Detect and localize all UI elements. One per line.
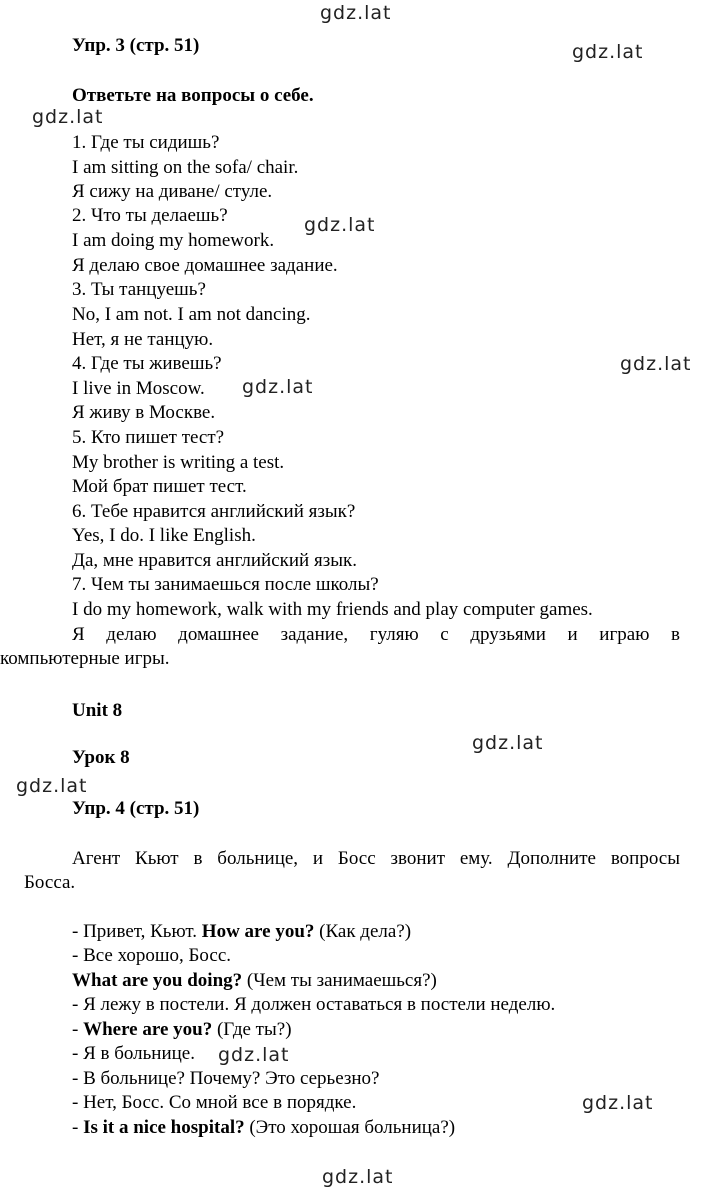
answer-7-ru-line1: Я делаю домашнее задание, гуляю с друзьями и играю в (72, 624, 680, 645)
dialogue-line-1-question: How are you? (201, 921, 315, 942)
watermark: gdz.lat (16, 775, 88, 797)
watermark: gdz.lat (320, 2, 392, 24)
watermark: gdz.lat (620, 353, 692, 375)
answer-4-en: I live in Moscow. (72, 378, 205, 399)
question-1: 1. Где ты сидишь? (72, 132, 220, 153)
dialogue-line-9 (72, 1116, 455, 1140)
answer-3-en: No, I am not. I am not dancing. (72, 304, 311, 325)
dialogue-line-1 (72, 920, 411, 944)
dialogue-line-5-pre: - (72, 1019, 84, 1040)
question-6: 6. Тебе нравится английский язык? (72, 501, 356, 522)
exercise-3-instruction: Ответьте на вопросы о себе. (72, 85, 314, 106)
dialogue-line-3-question: What are you doing? (72, 970, 243, 991)
dialogue-line-1-translation: (Как дела?) (314, 921, 412, 942)
dialogue-line-5 (72, 1018, 292, 1042)
watermark: gdz.lat (32, 106, 104, 128)
dialogue-line-4: - Я лежу в постели. Я должен оставаться в постели неделю. (72, 994, 556, 1015)
dialogue-line-2: - Все хорошо, Босс. (72, 945, 232, 966)
watermark: gdz.lat (322, 1166, 394, 1188)
dialogue-line-3 (72, 969, 437, 993)
dialogue-line-1-pre: - Привет, Кьют. (72, 921, 202, 942)
dialogue-line-5-translation: (Где ты?) (212, 1019, 292, 1040)
exercise-3-heading: Упр. 3 (стр. 51) (72, 35, 200, 56)
answer-7-en: I do my homework, walk with my friends and play computer games. (72, 599, 593, 620)
question-4: 4. Где ты живешь? (72, 353, 222, 374)
question-7: 7. Чем ты занимаешься после школы? (72, 574, 379, 595)
answer-5-en: My brother is writing a test. (72, 452, 285, 473)
answer-7-ru-line2-text: компьютерные игры. (0, 648, 170, 669)
dialogue-line-9-pre: - (72, 1117, 84, 1138)
watermark: gdz.lat (582, 1092, 654, 1114)
watermark: gdz.lat (572, 41, 644, 63)
answer-2-en: I am doing my homework. (72, 230, 275, 251)
lesson-title: Урок 8 (72, 747, 130, 768)
answer-6-en: Yes, I do. I like English. (72, 525, 256, 546)
exercise-4-instruction-line1: Агент Кьют в больнице, и Босс звонит ему. Дополните вопросы (72, 848, 680, 869)
answer-2-ru: Я делаю свое домашнее задание. (72, 255, 338, 276)
answer-6-ru: Да, мне нравится английский язык. (72, 550, 357, 571)
question-5: 5. Кто пишет тест? (72, 427, 225, 448)
unit-title: Unit 8 (72, 700, 123, 721)
answer-3-ru: Нет, я не танцую. (72, 329, 214, 350)
exercise-4-heading: Упр. 4 (стр. 51) (72, 798, 200, 819)
dialogue-line-6: - Я в больнице. (72, 1043, 195, 1064)
answer-7-ru-line2 (0, 647, 242, 671)
dialogue-line-8: - Нет, Босс. Со мной все в порядке. (72, 1092, 357, 1113)
answer-4-ru: Я живу в Москве. (72, 402, 216, 423)
exercise-4-instruction-line2: Босса. (24, 872, 76, 893)
watermark: gdz.lat (218, 1044, 290, 1066)
dialogue-line-5-question: Where are you? (83, 1019, 213, 1040)
dialogue-line-3-translation: (Чем ты занимаешься?) (242, 970, 437, 991)
question-2: 2. Что ты делаешь? (72, 205, 228, 226)
dialogue-line-9-translation: (Это хорошая больница?) (244, 1117, 456, 1138)
dialogue-line-7: - В больнице? Почему? Это серьезно? (72, 1068, 380, 1089)
watermark: gdz.lat (304, 214, 376, 236)
question-3: 3. Ты танцуешь? (72, 279, 206, 300)
dialogue-line-9-question: Is it a nice hospital? (83, 1117, 245, 1138)
watermark: gdz.lat (472, 732, 544, 754)
answer-5-ru: Мой брат пишет тест. (72, 476, 247, 497)
answer-1-en: I am sitting on the sofa/ chair. (72, 157, 299, 178)
answer-1-ru: Я сижу на диване/ стуле. (72, 181, 273, 202)
watermark: gdz.lat (242, 376, 314, 398)
